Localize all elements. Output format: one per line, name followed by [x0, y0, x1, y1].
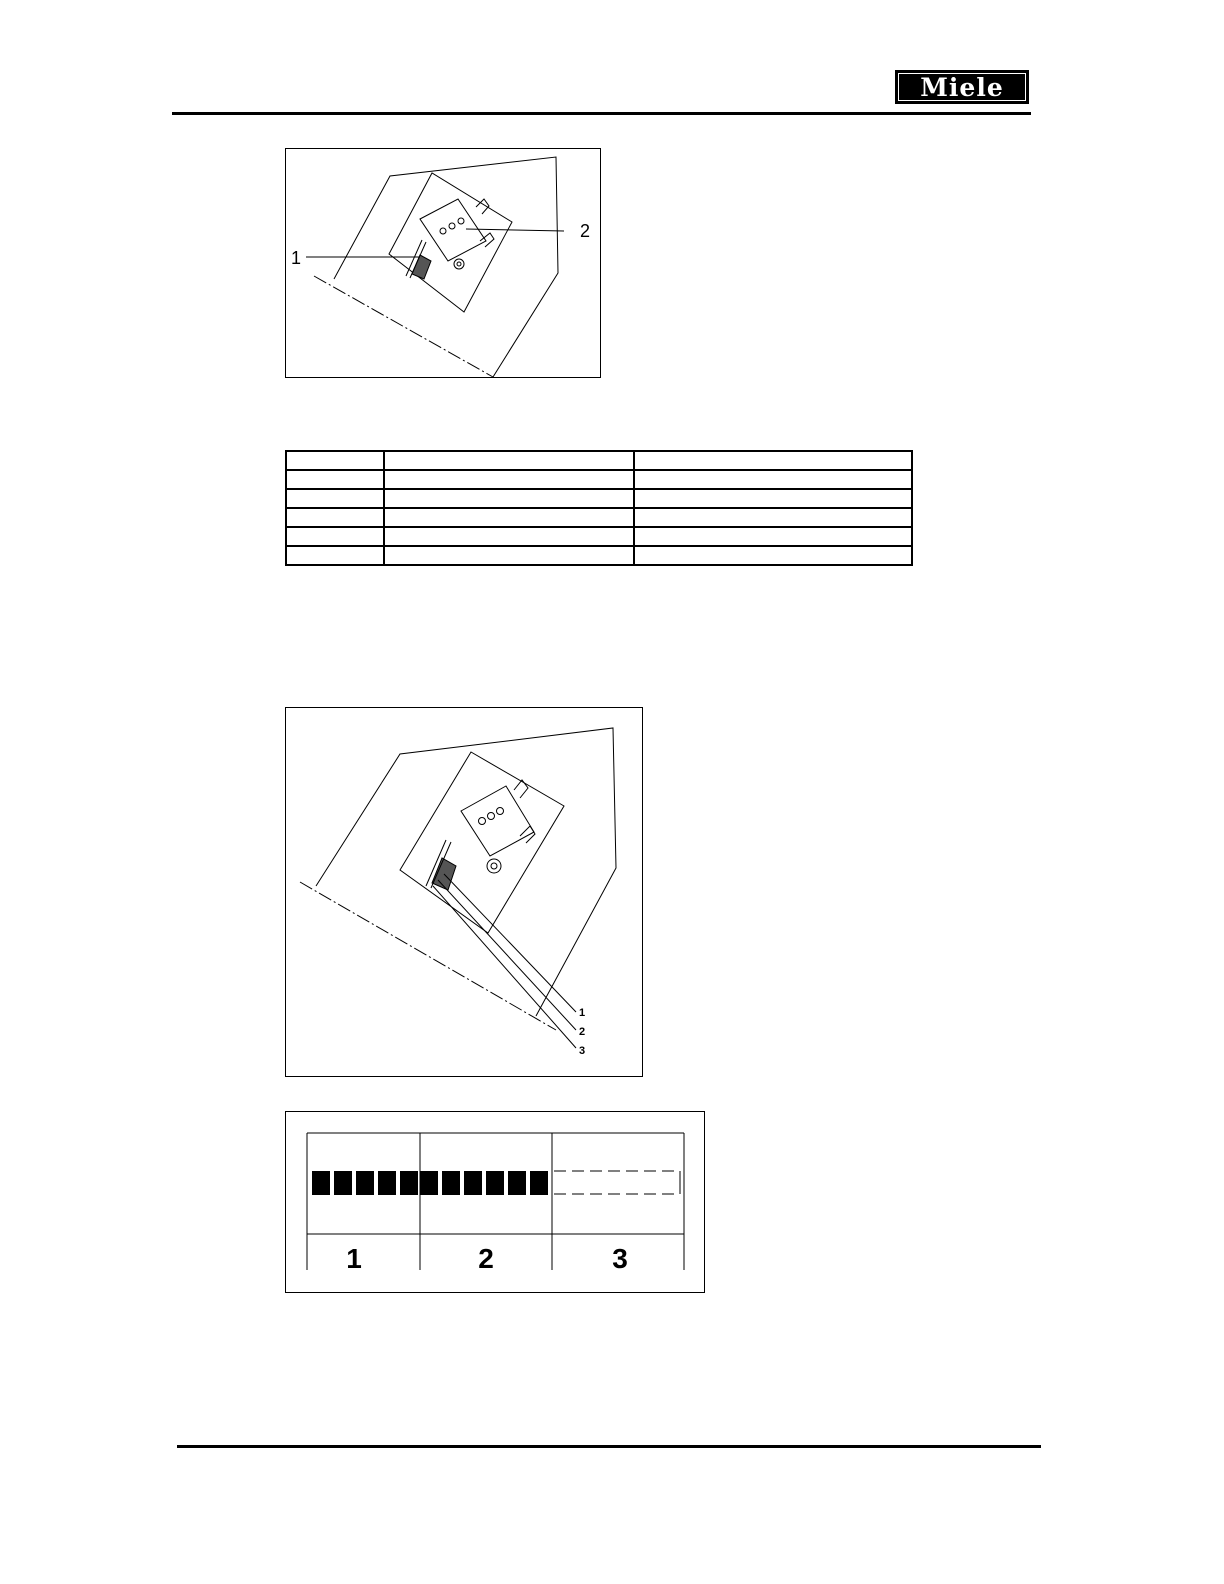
- table-cell: [286, 527, 384, 546]
- table-cell: [634, 470, 912, 489]
- figure-1-callout-2: 2: [580, 221, 591, 241]
- figure-3-label-2: 2: [478, 1243, 494, 1274]
- table-cell: [384, 546, 634, 565]
- figure-2-callout-1: 1: [579, 1007, 586, 1019]
- figure-1-drawing: [286, 149, 602, 379]
- logo-text: Miele: [898, 73, 1026, 101]
- table-cell: [384, 508, 634, 527]
- figure-3-drawing: [286, 1112, 706, 1294]
- pattern-1-solid: [312, 1171, 418, 1195]
- table-cell: [634, 451, 912, 470]
- table-row: [286, 546, 912, 565]
- figure-2-callout-3: 3: [579, 1045, 586, 1057]
- table-cell: [634, 546, 912, 565]
- table-cell: [384, 451, 634, 470]
- table-row: [286, 489, 912, 508]
- table-cell: [286, 451, 384, 470]
- figure-3-label-3: 3: [612, 1243, 628, 1274]
- table-cell: [286, 470, 384, 489]
- table-row: [286, 470, 912, 489]
- header-rule: [172, 112, 1031, 115]
- table-row: [286, 508, 912, 527]
- figure-1-switch-mounting: [285, 148, 601, 378]
- figure-1-callout-1: 1: [291, 248, 302, 268]
- data-table: [285, 450, 913, 566]
- table-cell: [286, 508, 384, 527]
- table-cell: [634, 527, 912, 546]
- table-cell: [286, 546, 384, 565]
- table-row: [286, 451, 912, 470]
- figure-3-wire-pattern-legend: [285, 1111, 705, 1293]
- table-cell: [634, 508, 912, 527]
- pattern-2-solid: [420, 1171, 548, 1195]
- pattern-3-dashed: [554, 1171, 680, 1194]
- miele-logo: [895, 70, 1029, 104]
- table-cell: [286, 489, 384, 508]
- table-cell: [384, 489, 634, 508]
- figure-2-callout-2: 2: [579, 1026, 586, 1038]
- figure-3-label-1: 1: [346, 1243, 362, 1274]
- footer-rule: [177, 1445, 1041, 1448]
- table-cell: [634, 489, 912, 508]
- table-cell: [384, 527, 634, 546]
- figure-2-drawing: [286, 708, 644, 1078]
- figure-2-wire-connection: [285, 707, 643, 1077]
- table-row: [286, 527, 912, 546]
- table-cell: [384, 470, 634, 489]
